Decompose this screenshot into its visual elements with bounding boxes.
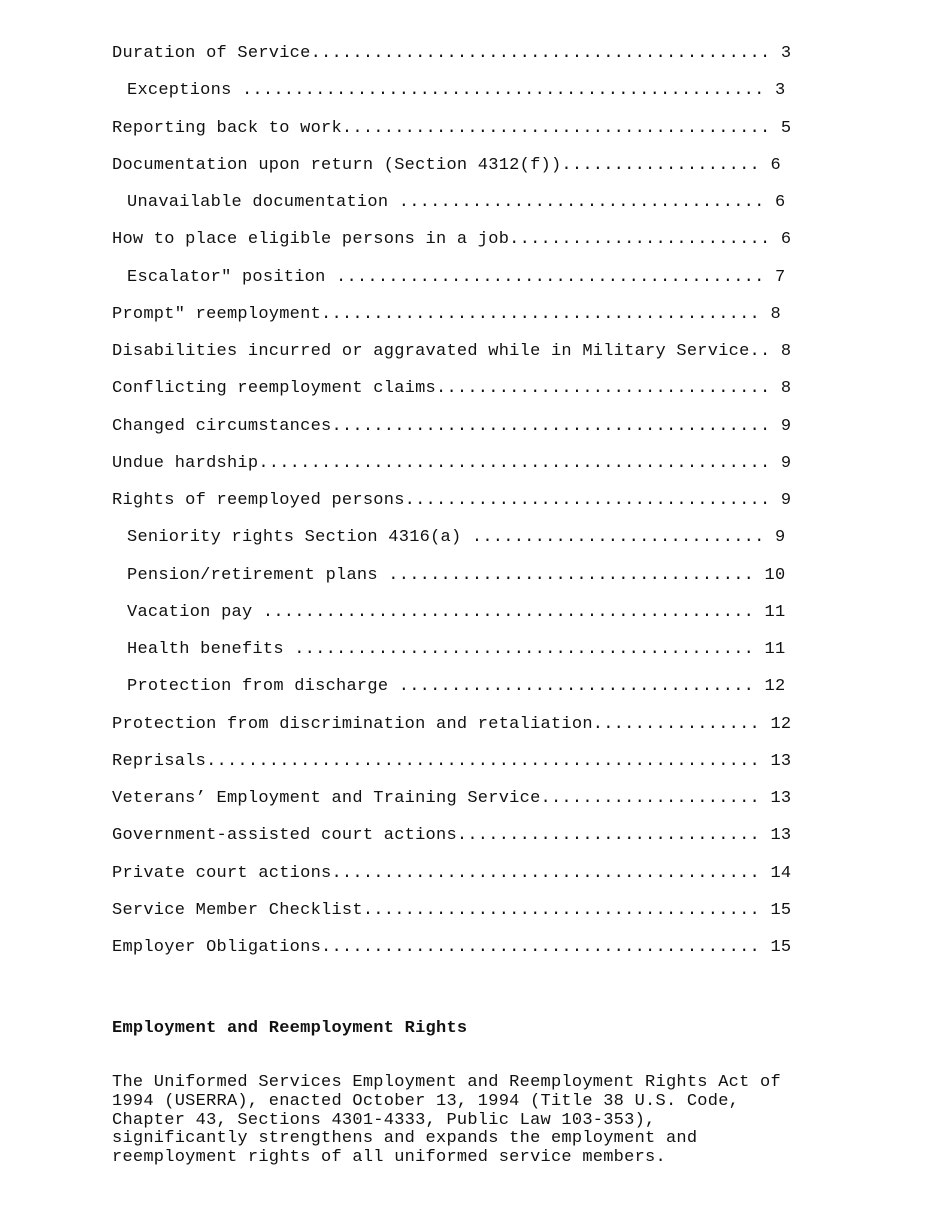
toc-entry: Reporting back to work......................................... 5 bbox=[112, 118, 792, 138]
document-page bbox=[112, 44, 842, 1168]
toc-entry: Protection from discrimination and retaliation................ 12 bbox=[112, 714, 792, 734]
toc-entry: Conflicting reemployment claims................................ 8 bbox=[112, 379, 792, 399]
section-body-paragraph: The Uniformed Services Employment and Reemployment Rights Act of 1994 (USERRA), enacted October 13, 1994 (Title 38 U.S. Code, Chapter 43, Sections 4301-4333, Public Law 103-353), significantly strengthens and expands the employment and reemployment rights of all uniformed service members. bbox=[112, 1073, 781, 1168]
toc-entry: Documentation upon return (Section 4312(f))................... 6 bbox=[112, 155, 781, 175]
section-heading: Employment and Reemployment Rights bbox=[112, 1019, 468, 1038]
toc-entry: Undue hardship................................................. 9 bbox=[112, 453, 792, 473]
toc-entry: Vacation pay ............................................... 11 bbox=[127, 602, 786, 622]
toc-entry: Duration of Service............................................ 3 bbox=[112, 44, 792, 63]
toc-entry: Employer Obligations.......................................... 15 bbox=[112, 938, 792, 957]
table-of-contents bbox=[112, 44, 842, 975]
toc-entry: Prompt" reemployment.......................................... 8 bbox=[112, 304, 781, 324]
toc-entry: Exceptions .................................................. 3 bbox=[127, 81, 786, 101]
toc-entry: Disabilities incurred or aggravated while in Military Service.. 8 bbox=[112, 342, 792, 361]
toc-entry: Escalator" position ......................................... 7 bbox=[127, 267, 786, 287]
toc-entry: Rights of reemployed persons................................... 9 bbox=[112, 491, 792, 510]
toc-entry: Veterans’ Employment and Training Service..................... 13 bbox=[112, 789, 792, 808]
toc-entry: How to place eligible persons in a job......................... 6 bbox=[112, 230, 792, 250]
toc-entry: Seniority rights Section 4316(a) ............................ 9 bbox=[127, 528, 786, 548]
toc-entry: Service Member Checklist...................................... 15 bbox=[112, 900, 792, 920]
toc-entry: Private court actions......................................... 14 bbox=[112, 863, 792, 883]
toc-entry: Changed circumstances.......................................... 9 bbox=[112, 416, 792, 436]
toc-entry: Government-assisted court actions............................. 13 bbox=[112, 826, 792, 846]
toc-entry: Protection from discharge .................................. 12 bbox=[127, 677, 786, 697]
toc-entry: Health benefits ............................................ 11 bbox=[127, 640, 786, 659]
toc-entry: Pension/retirement plans ................................... 10 bbox=[127, 565, 786, 585]
toc-entry: Reprisals..................................................... 13 bbox=[112, 751, 792, 771]
toc-entry: Unavailable documentation ................................... 6 bbox=[127, 193, 786, 212]
